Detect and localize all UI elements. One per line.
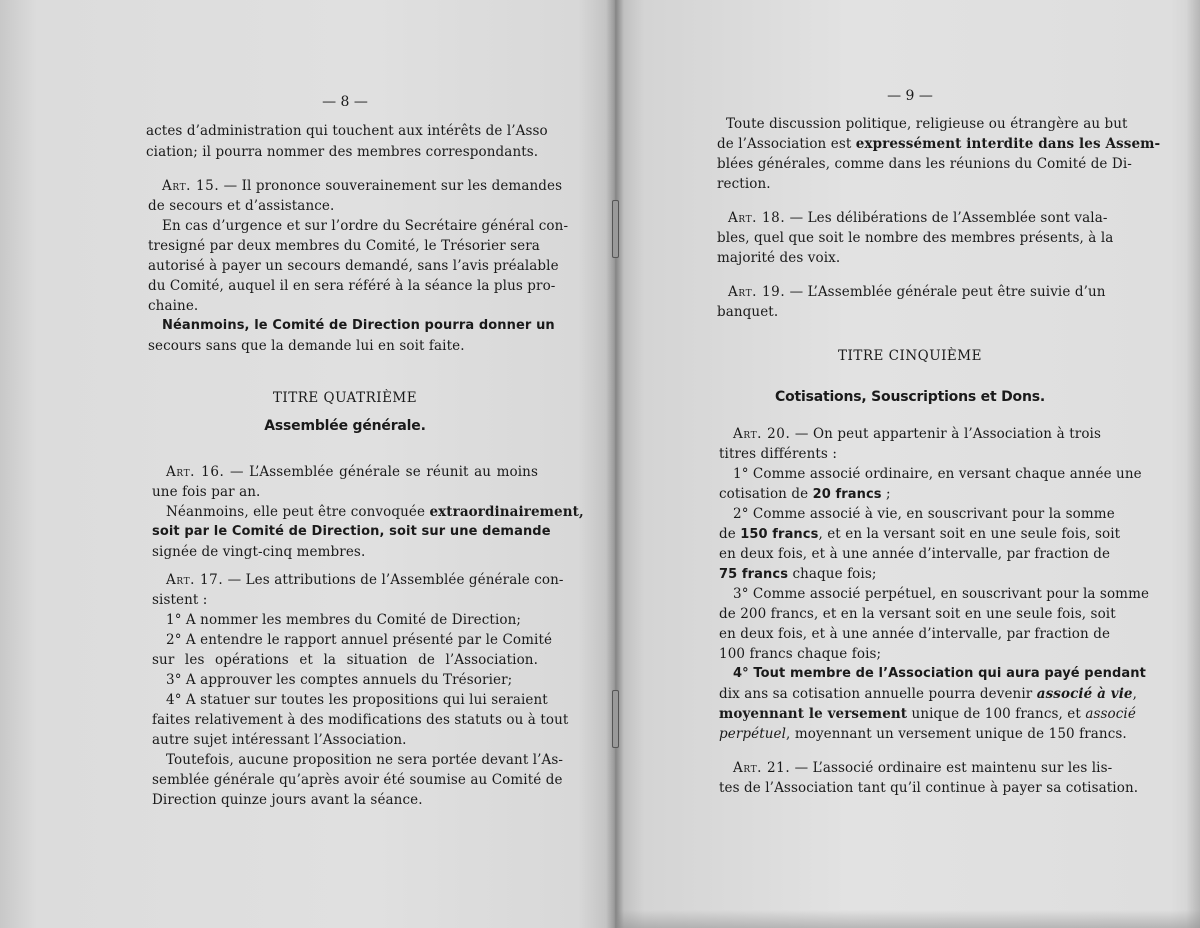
text-line: 3° A approuver les comptes annuels du Trésorier;: [166, 672, 513, 688]
text-run-italic: associé à vie: [1036, 686, 1133, 702]
text-line: [719, 526, 1121, 543]
text-line: majorité des voix.: [717, 250, 841, 266]
text-run-bold: 150 francs: [740, 527, 819, 542]
page-number: — 9 —: [887, 88, 933, 104]
text-run: , et en la versant soit en une seule fois, soit: [818, 526, 1121, 542]
text-line: titres différents :: [719, 446, 838, 462]
article-text: — L’associé ordinaire est maintenu sur les lis-: [790, 760, 1113, 776]
text-line: en deux fois, et à une année d’intervalle, par fraction de: [719, 546, 1111, 562]
article-15: [162, 178, 563, 194]
article-17: [166, 572, 564, 588]
page-edge-shadow: [1186, 0, 1200, 928]
text-line: Néanmoins, le Comité de Direction pourra donner un: [162, 318, 555, 333]
text-line: 1° Comme associé ordinaire, en versant chaque année une: [733, 466, 1142, 482]
text-line: 4° A statuer sur toutes les propositions qui lui seraient: [166, 692, 548, 708]
text-line: 2° A entendre le rapport annuel présenté par le Comité: [166, 632, 553, 648]
text-line: secours sans que la demande lui en soit faite.: [148, 338, 465, 354]
right-page: [615, 0, 1200, 928]
staple: [612, 690, 619, 748]
section-subtitle: Assemblée générale.: [264, 418, 426, 434]
text-line: de 200 francs, et en la versant soit en une seule fois, soit: [719, 606, 1116, 622]
article-label: Art. 19.: [728, 284, 786, 300]
article-text: — Les délibérations de l’Assemblée sont vala-: [785, 210, 1108, 226]
text-line: tes de l’Association tant qu’il continue à payer sa cotisation.: [719, 780, 1139, 796]
page-number: — 8 —: [322, 94, 368, 110]
article-text: — L’Assemblée générale se réunit au moins: [224, 464, 538, 480]
article-18: [728, 210, 1108, 226]
section-title: TITRE QUATRIÈME: [272, 390, 418, 406]
text-line: soit par le Comité de Direction, soit sur une demande: [152, 524, 551, 539]
text-run: de l’Association est: [717, 136, 856, 152]
text-line: en deux fois, et à une année d’intervalle, par fraction de: [719, 626, 1111, 642]
article-text: — Les attributions de l’Assemblée générale con-: [223, 572, 564, 588]
text-line: En cas d’urgence et sur l’ordre du Secrétaire général con-: [162, 218, 569, 234]
text-line: du Comité, auquel il en sera référé à la séance la plus pro-: [148, 278, 556, 294]
page-bottom-edge: [615, 910, 1200, 928]
text-run: , moyennant un versement unique de 150 francs.: [786, 726, 1127, 742]
text-line: Toutefois, aucune proposition ne sera portée devant l’As-: [166, 752, 564, 768]
text-line: [719, 686, 1138, 702]
article-label: Art. 17.: [166, 572, 224, 588]
text-line: 1° A nommer les membres du Comité de Direction;: [166, 612, 522, 628]
article-label: Art. 18.: [728, 210, 786, 226]
text-line: semblée générale qu’après avoir été soumise au Comité de: [152, 772, 563, 788]
text-line: faites relativement à des modifications des statuts ou à tout: [152, 712, 569, 728]
text-run-italic: associé: [1085, 706, 1136, 722]
article-label: Art. 20.: [733, 426, 791, 442]
text-line: 4° Tout membre de l’Association qui aura payé pendant: [733, 666, 1146, 681]
text-run-bold: 20 francs: [812, 487, 882, 502]
text-run: dix ans sa cotisation annuelle pourra devenir: [719, 686, 1037, 702]
text-line: rection.: [717, 176, 771, 192]
text-line: ciation; il pourra nommer des membres correspondants.: [146, 144, 539, 160]
text-run-bold: 75 francs: [719, 567, 789, 582]
text-line: sur les opérations et la situation de l’Association.: [152, 652, 538, 668]
text-line: 2° Comme associé à vie, en souscrivant pour la somme: [733, 506, 1115, 522]
text-run: ,: [1132, 686, 1138, 702]
text-line: 100 francs chaque fois;: [719, 646, 882, 662]
text-run: cotisation de: [719, 486, 813, 502]
text-line: [717, 136, 1161, 152]
text-run: unique de 100 francs, et: [907, 706, 1086, 722]
text-line: bles, quel que soit le nombre des membres présents, à la: [717, 230, 1114, 246]
text-line: [719, 706, 1136, 722]
section-title: TITRE CINQUIÈME: [838, 348, 982, 364]
text-line: Toute discussion politique, religieuse ou étrangère au but: [726, 116, 1128, 132]
text-line: autorisé à payer un secours demandé, sans l’avis préalable: [148, 258, 559, 274]
text-line: sistent :: [152, 592, 208, 608]
text-line: [166, 504, 584, 520]
text-run-italic: perpétuel: [719, 726, 787, 742]
text-line: Direction quinze jours avant la séance.: [152, 792, 423, 808]
staple: [612, 200, 619, 258]
text-line: [719, 726, 1127, 742]
text-run: chaque fois;: [788, 566, 877, 582]
text-run-bold: expressément interdite dans les Assem-: [855, 136, 1161, 152]
article-21: [733, 760, 1113, 776]
text-line: banquet.: [717, 304, 779, 320]
text-line: autre sujet intéressant l’Association.: [152, 732, 407, 748]
text-line: tresigné par deux membres du Comité, le Trésorier sera: [148, 238, 540, 254]
text-line: 3° Comme associé perpétuel, en souscrivant pour la somme: [733, 586, 1150, 602]
article-19: [728, 284, 1106, 300]
article-label: Art. 16.: [166, 464, 225, 480]
text-line: une fois par an.: [152, 484, 261, 500]
book-gutter: [606, 0, 624, 928]
text-run: de: [719, 526, 741, 542]
article-text: — Il prononce souverainement sur les demandes: [219, 178, 563, 194]
text-run-bold: extraordinairement,: [429, 504, 584, 520]
text-run: Néanmoins, elle peut être convoquée: [166, 504, 430, 520]
section-subtitle: Cotisations, Souscriptions et Dons.: [775, 389, 1045, 405]
text-run-bold: moyennant le versement: [719, 706, 908, 722]
text-run: ;: [881, 486, 891, 502]
text-line: de secours et d’assistance.: [148, 198, 335, 214]
text-line: actes d’administration qui touchent aux intérêts de l’Asso: [146, 123, 548, 139]
article-text: — L’Assemblée générale peut être suivie d’un: [785, 284, 1106, 300]
article-label: Art. 15.: [162, 178, 220, 194]
text-line: signée de vingt-cinq membres.: [152, 544, 366, 560]
text-line: blées générales, comme dans les réunions du Comité de Di-: [717, 156, 1132, 172]
text-line: chaine.: [148, 298, 199, 314]
article-16: [166, 464, 538, 480]
text-line: [719, 566, 877, 583]
text-line: [719, 486, 891, 503]
article-text: — On peut appartenir à l’Association à trois: [790, 426, 1101, 442]
article-label: Art. 21.: [733, 760, 791, 776]
article-20: [733, 426, 1101, 442]
